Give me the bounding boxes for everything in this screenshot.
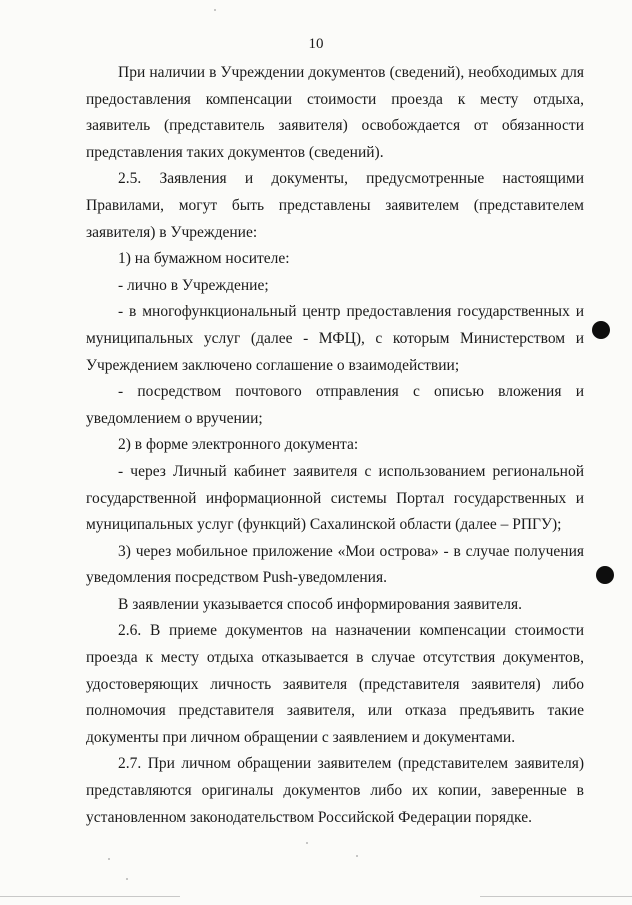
scan-speck <box>356 855 358 857</box>
list-item-electronic: 2) в форме электронного документа: <box>118 436 359 454</box>
list-item-post: - посредством почтового отправления с описью вложения и уведомлением о вручении; <box>86 383 584 427</box>
list-item-personal-account: - через Личный кабинет заявителя с использованием региональной государственной информационной системы Портал государственных и муниципальных услуг (функций) Сахалинской области (далее – РПГУ); <box>86 462 584 534</box>
paragraph-notification-method: В заявлении указывается способ информирования заявителя. <box>118 595 522 613</box>
list-item-mfc: - в многофункциональный центр предоставления государственных и муниципальных услуг (далее - МФЦ), с которым Министерством и Учреждением заключено соглашение о взаимодействии; <box>86 303 584 374</box>
binder-hole-mark <box>592 321 610 339</box>
page-number: 10 <box>308 36 324 52</box>
list-item-paper: 1) на бумажном носителе: <box>118 250 290 268</box>
document-body <box>86 60 584 831</box>
paragraph-2-7: 2.7. При личном обращении заявителем (представителем заявителя) представляются оригиналы документов либо их копии, заверенные в установленном законодательством Российской Федерации порядке. <box>86 755 584 826</box>
paragraph-2-5: 2.5. Заявления и документы, предусмотренные настоящими Правилами, могут быть представлены заявителем (представителем заявителя) в Учреждение: <box>86 170 584 241</box>
scan-edge-line <box>0 896 180 897</box>
paragraph-2-6: 2.6. В приеме документов на назначении компенсации стоимости проезда к месту отдыха отказывается в случае отсутствия документов, удостоверяющих личность заявителя (представителя заявителя) либо полномочия представителя заявителя, или отказа предъявить такие документы при личном обращении с заявлением и документами. <box>86 622 584 746</box>
scan-edge-line <box>480 896 632 897</box>
scan-speck <box>126 878 128 880</box>
scan-speck <box>108 858 110 860</box>
binder-hole-mark <box>596 566 614 584</box>
scan-speck <box>306 842 308 844</box>
list-item-mobile-app: 3) через мобильное приложение «Мои острова» - в случае получения уведомления посредством Push-уведомления. <box>86 542 584 587</box>
paragraph-documents-available: При наличии в Учреждении документов (сведений), необходимых для предоставления компенсации стоимости проезда к месту отдыха, заявитель (представитель заявителя) освобождается от обязанности представления таких документов (сведений). <box>86 64 584 161</box>
scan-speck <box>214 9 216 11</box>
list-item-in-person: - лично в Учреждение; <box>118 276 269 294</box>
